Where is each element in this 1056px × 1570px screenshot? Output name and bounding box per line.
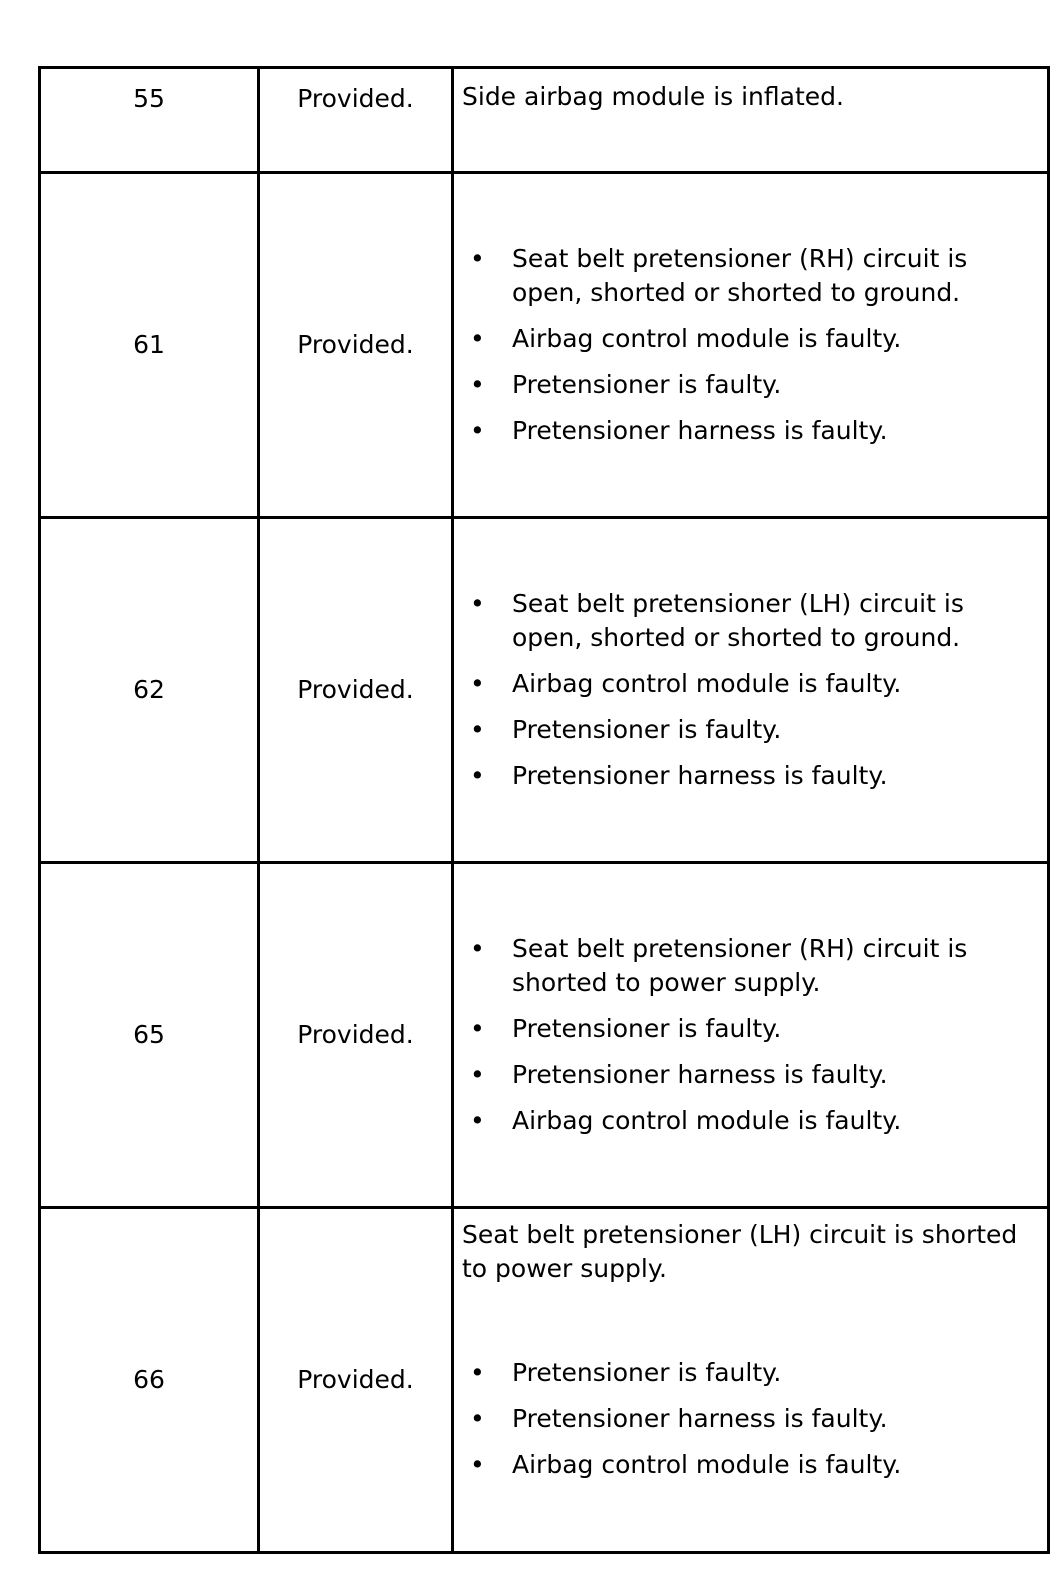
dtc-table xyxy=(38,66,1050,1554)
cause-list xyxy=(462,242,1039,448)
cause-list xyxy=(462,1356,1039,1482)
bullet-icon: • xyxy=(470,669,485,698)
list-item xyxy=(462,1402,1039,1436)
dtc-code-cell xyxy=(40,518,259,863)
list-item xyxy=(462,587,1039,655)
list-item xyxy=(462,1012,1039,1046)
cause-item-text: Airbag control module is faulty. xyxy=(512,1106,902,1135)
list-item xyxy=(462,1448,1039,1482)
list-item xyxy=(462,932,1039,1000)
cause-item-text: Seat belt pretensioner (RH) circuit is open, shorted or shorted to ground. xyxy=(512,244,968,307)
dtc-code-cell xyxy=(40,863,259,1208)
cause-text: Seat belt pretensioner (LH) circuit is shorted to power supply. xyxy=(462,1220,1018,1283)
table-row xyxy=(40,863,1049,1208)
cause-item-text: Seat belt pretensioner (LH) circuit is open, shorted or shorted to ground. xyxy=(512,589,964,652)
table-row xyxy=(40,518,1049,863)
cause-item-text: Pretensioner harness is faulty. xyxy=(512,1060,888,1089)
provided-cell xyxy=(259,863,453,1208)
provided-cell xyxy=(259,173,453,518)
cause-item-text: Pretensioner is faulty. xyxy=(512,370,782,399)
dtc-code: 66 xyxy=(133,1365,165,1394)
list-item xyxy=(462,242,1039,310)
cause-cell xyxy=(453,68,1049,173)
cause-text: Side airbag module is inflated. xyxy=(462,82,844,111)
cause-item-text: Pretensioner is faulty. xyxy=(512,1014,782,1043)
dtc-code: 55 xyxy=(133,84,165,113)
cause-item-text: Airbag control module is faulty. xyxy=(512,1450,902,1479)
list-item xyxy=(462,1356,1039,1390)
list-item xyxy=(462,414,1039,448)
provided-text: Provided. xyxy=(297,84,414,113)
bullet-icon: • xyxy=(470,416,485,445)
bullet-icon: • xyxy=(470,244,485,273)
dtc-code: 65 xyxy=(133,1020,165,1049)
provided-text: Provided. xyxy=(297,330,414,359)
table-row xyxy=(40,173,1049,518)
cause-list xyxy=(462,587,1039,793)
bullet-icon: • xyxy=(470,1404,485,1433)
bullet-icon: • xyxy=(470,761,485,790)
bullet-icon: • xyxy=(470,1014,485,1043)
bullet-icon: • xyxy=(470,715,485,744)
list-item xyxy=(462,1104,1039,1138)
bullet-icon: • xyxy=(470,589,485,618)
provided-text: Provided. xyxy=(297,1365,414,1394)
cause-item-text: Airbag control module is faulty. xyxy=(512,324,902,353)
dtc-code: 62 xyxy=(133,675,165,704)
cause-cell xyxy=(453,863,1049,1208)
cause-list xyxy=(462,932,1039,1138)
cause-item-text: Pretensioner harness is faulty. xyxy=(512,1404,888,1433)
bullet-icon: • xyxy=(470,1450,485,1479)
cause-cell xyxy=(453,518,1049,863)
dtc-code-cell xyxy=(40,1208,259,1553)
provided-cell xyxy=(259,68,453,173)
cause-item-text: Pretensioner is faulty. xyxy=(512,1358,782,1387)
cause-item-text: Pretensioner harness is faulty. xyxy=(512,761,888,790)
spacer xyxy=(462,1286,1039,1356)
provided-cell xyxy=(259,518,453,863)
table-row xyxy=(40,68,1049,173)
cause-cell xyxy=(453,1208,1049,1553)
dtc-code-cell xyxy=(40,68,259,173)
bullet-icon: • xyxy=(470,934,485,963)
list-item xyxy=(462,1058,1039,1092)
cause-item-text: Pretensioner harness is faulty. xyxy=(512,416,888,445)
dtc-code-cell xyxy=(40,173,259,518)
list-item xyxy=(462,368,1039,402)
provided-text: Provided. xyxy=(297,675,414,704)
dtc-code: 61 xyxy=(133,330,165,359)
bullet-icon: • xyxy=(470,1358,485,1387)
bullet-icon: • xyxy=(470,324,485,353)
cause-item-text: Seat belt pretensioner (RH) circuit is shorted to power supply. xyxy=(512,934,968,997)
table-row xyxy=(40,1208,1049,1553)
provided-cell xyxy=(259,1208,453,1553)
cause-cell xyxy=(453,173,1049,518)
provided-text: Provided. xyxy=(297,1020,414,1049)
bullet-icon: • xyxy=(470,370,485,399)
bullet-icon: • xyxy=(470,1060,485,1089)
bullet-icon: • xyxy=(470,1106,485,1135)
list-item xyxy=(462,322,1039,356)
list-item xyxy=(462,759,1039,793)
list-item xyxy=(462,667,1039,701)
cause-item-text: Airbag control module is faulty. xyxy=(512,669,902,698)
list-item xyxy=(462,713,1039,747)
cause-item-text: Pretensioner is faulty. xyxy=(512,715,782,744)
